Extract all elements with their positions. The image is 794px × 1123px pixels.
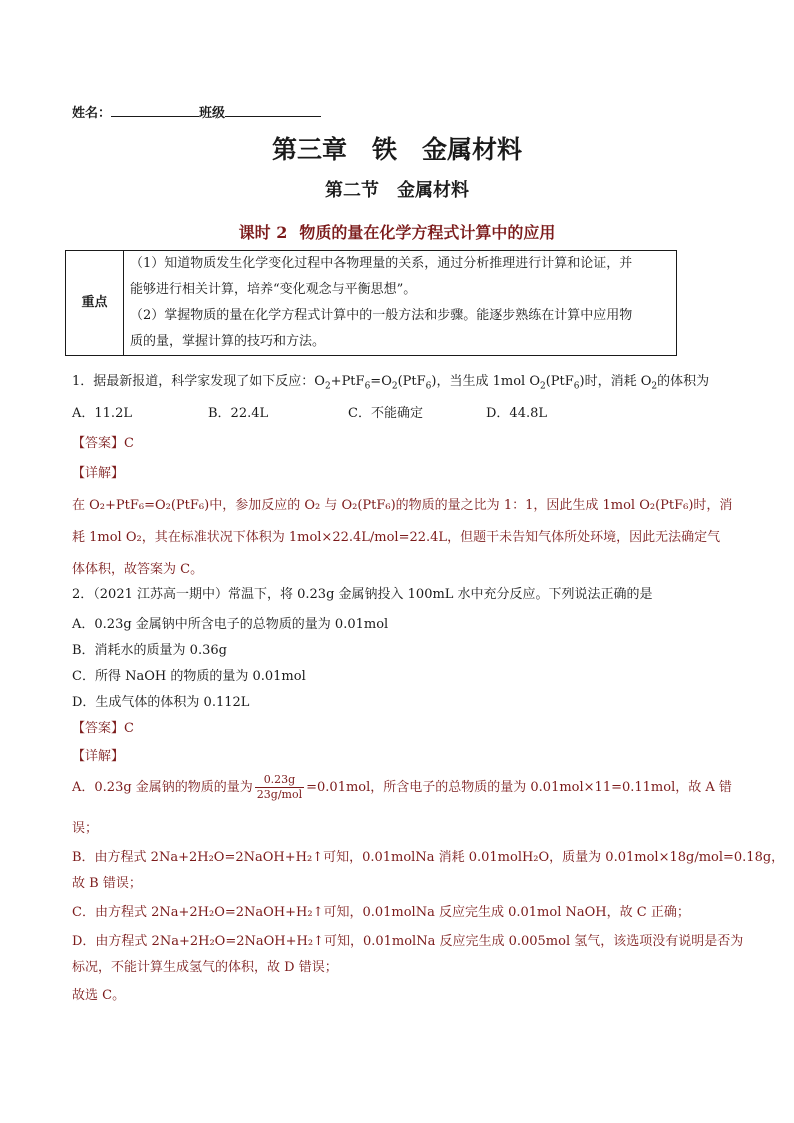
q2-option-c: C．所得 NaOH 的物质的量为 0.01mol [72,669,306,684]
name-label: 姓名： [72,106,112,121]
class-blank[interactable] [225,105,321,117]
q1-option-c: C．不能确定 [348,406,423,421]
q1-detail-line: 在 O₂+PtF₆=O₂(PtF₆)中，参加反应的 O₂ 与 O₂(PtF₆)的物质的量之比为 1：1，因此生成 1mol O₂(PtF₆)时，消 [72,498,733,513]
q1-option-d: D．44.8L [486,406,548,421]
section-title: 第二节 金属材料 [325,180,469,201]
q1-detail-label: 【详解】 [72,466,125,481]
q2-detail-line: 标况，不能计算生成氢气的体积，故 D 错误； [72,960,338,975]
q2-option-d: D．生成气体的体积为 0.112L [72,695,250,710]
keypoint-line: （2）掌握物质的量在化学方程式计算中的一般方法和步骤。能逐步熟练在计算中应用物 [130,308,633,323]
name-blank[interactable] [111,105,199,117]
class-label: 班级 [199,106,226,121]
q1-answer: 【答案】C [72,436,134,451]
q2-detail-line: D．由方程式 2Na+2H₂O=2NaOH+H₂↑可知，0.01molNa 反应完生成 0.005mol 氢气，该选项没有说明是否为 [72,934,744,949]
q1-detail-line: 体体积，故答案为 C。 [72,562,204,577]
q2-detail-line: 故 B 错误； [72,876,142,891]
lesson-topic: 物质的量在化学方程式计算中的应用 [299,223,556,242]
name-class-line [72,102,321,121]
keypoint-line: （1）知道物质发生化学变化过程中各物理量的关系，通过分析推理进行计算和论证，并 [130,256,633,271]
keypoint-line: 能够进行相关计算，培养“变化观念与平衡思想”。 [130,282,417,297]
q2-detail-line: B．由方程式 2Na+2H₂O=2NaOH+H₂↑可知，0.01molNa 消耗 0.01molH₂O，质量为 0.01mol×18g/mol=0.18g， [72,850,785,865]
keypoints-table [65,250,677,356]
lesson-title [0,220,794,243]
q1-option-a: A．11.2L [72,406,132,421]
q2-conclusion: 故选 C。 [72,988,126,1003]
lesson-number: 课时 2 [238,223,288,242]
q2-option-a: A．0.23g 金属钠中所含电子的总物质的量为 0.01mol [72,617,389,632]
q2-stem: 2．（2021 江苏高一期中）常温下，将 0.23g 金属钠投入 100mL 水中充分反应。下列说法正确的是 [72,587,653,602]
fraction: $\frac{0.23g}{\text{23g/mol}}$ [256,773,303,801]
q1-detail-line: 耗 1mol O₂，其在标准状况下体积为 1mol×22.4L/mol=22.4L，但题干未告知气体所处环境，因此无法确定气 [72,530,721,545]
keypoint-line: 质的量，掌握计算的技巧和方法。 [130,334,326,349]
q2-detail-line: 误； [72,821,99,836]
q2-option-b: B．消耗水的质量为 0.36g [72,643,227,658]
q1-option-b: B．22.4L [208,406,269,421]
q2-answer: 【答案】C [72,721,134,736]
q1-stem: 1．据最新报道，科学家发现了如下反应：$O_2+PtF_6=O_2(PtF_6)$，当生成 1mol $O_2(PtF_6)$时，消耗 $O_2$的体积为 [72,374,710,392]
q2-detail-a: A．0.23g 金属钠的物质的量为 $\frac{0.23g}{\text{23g/mol}}$ =0.01mol，所含电子的总物质的量为 0.01mol×11=0.11mol，故 A 错 [72,773,732,801]
q2-detail-label: 【详解】 [72,749,125,764]
keypoints-label: 重点 [66,251,124,356]
keypoints-content [124,251,677,356]
q2-detail-line: C．由方程式 2Na+2H₂O=2NaOH+H₂↑可知，0.01molNa 反应完生成 0.01mol NaOH，故 C 正确； [72,905,690,920]
chapter-title: 第三章 铁 金属材料 [271,135,522,164]
